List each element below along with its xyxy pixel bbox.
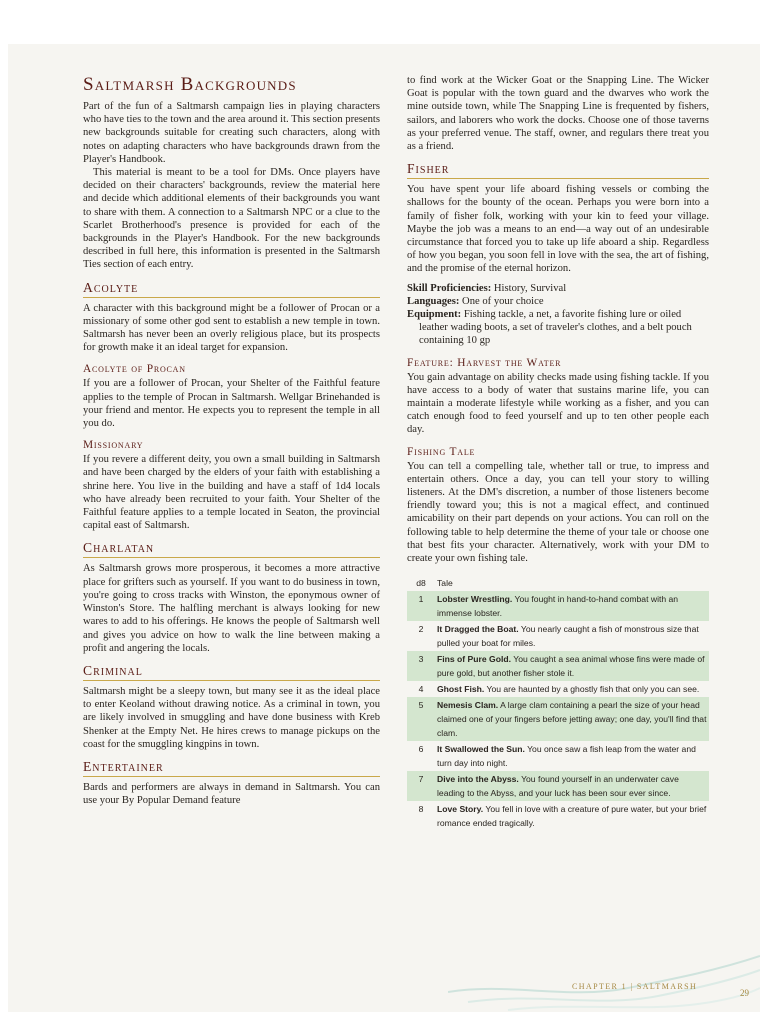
tale-text: You once saw a fish leap from the water and turn day into night. — [437, 744, 696, 769]
table-row — [407, 651, 709, 681]
fishing-tale-table — [407, 575, 709, 831]
equipment-value: Fishing tackle, a net, a favorite fishing lure or oiled leather wading boots, a set of traveler's clothes, and a belt pouch containing 10 gp — [419, 309, 692, 347]
tale-cell — [435, 591, 709, 621]
table-row — [407, 741, 709, 771]
subheading-feature: Feature: Harvest the Water — [407, 356, 562, 369]
subheading-fishing-tale: Fishing Tale — [407, 445, 476, 458]
intro-paragraph: Part of the fun of a Saltmarsh campaign lies in playing characters who have ties to the town and the area around it. This section presents new backgrounds suitable for creating such characters, along with notes on adapting characters who have backgrounds drawn from the Player's Handbook. — [83, 101, 380, 165]
table-row — [407, 591, 709, 621]
tale-name: Ghost Fish. — [437, 684, 485, 695]
feature-text: You gain advantage on ability checks made using fishing tackle. If you have access to a body of water that sustains marine life, you can maintain a moderate lifestyle while working as a fisher, and you can catch enough food to feed yourself and up to ten other people each day. — [407, 371, 709, 436]
section-heading-entertainer: Entertainer — [83, 759, 380, 777]
entertainer-continued-text: to find work at the Wicker Goat or the Snapping Line. The Wicker Goat is popular with the town guard and the dwarves who work the mine outside town, while The Snapping Line is frequented by fishers, sailors, and laborers who work the docks. Choose one of those taverns as your preferred venue. The staff, owner, and regulars there treat you as a friend. — [407, 75, 709, 153]
table-row — [407, 621, 709, 651]
languages-label: Languages: — [407, 295, 460, 307]
entertainer-text: Bards and performers are always in demand in Saltmarsh. You can use your By Popular Demand feature — [83, 781, 380, 807]
tale-cell — [435, 621, 709, 651]
tale-name: Dive into the Abyss. — [437, 774, 519, 785]
tale-name: Nemesis Clam. — [437, 700, 499, 711]
acolyte-text: A character with this background might be a follower of Procan or a missionary of some other god sent to establish a new temple in town. Saltmarsh has never been an overly religious place, but its prospects for growth make it an ideal target for expansion. — [83, 302, 380, 354]
left-column — [83, 74, 380, 807]
table-row — [407, 801, 709, 831]
tale-text: You nearly caught a fish of monstrous size that pulled your boat for miles. — [437, 624, 699, 649]
tale-cell — [435, 801, 709, 831]
roll-number: 3 — [407, 651, 435, 681]
table-header-row — [407, 575, 709, 591]
tale-cell — [435, 697, 709, 741]
tale-text: You caught a sea animal whose fins were made of pure gold, but another fisher stole it. — [437, 654, 705, 679]
section-heading-criminal: Criminal — [83, 663, 380, 681]
subheading-acolyte-of-procan: Acolyte of Procan — [83, 363, 186, 376]
skills-value: History, Survival — [493, 282, 567, 294]
tale-name: Fins of Pure Gold. — [437, 654, 512, 665]
column-header-d8: d8 — [416, 578, 426, 589]
criminal-text: Saltmarsh might be a sleepy town, but many see it as the ideal place to enter Keoland without drawing notice. As a criminal in town, you are likely involved in smuggling and have done business with Kreb Shenker at the Empty Net. He hires crews to manage pickups on the coast for the smuggling kingpins in town. — [83, 685, 380, 750]
right-column — [407, 74, 709, 831]
roll-number: 1 — [407, 591, 435, 621]
intro-paragraph-2: This material is meant to be a tool for DMs. Once players have decided on their characters' backgrounds, review the material here and decide which additional elements of their backgrounds you want to share with them. A connection to a Saltmarsh NPC or a clue to the Scarlet Brotherhood's presence is provided for each of the backgrounds in the Player's Handbook. For the new backgrounds described in full here, this information is presented in the Saltmarsh Ties section of each entry. — [83, 167, 380, 271]
roll-number: 5 — [407, 697, 435, 741]
roll-number: 4 — [418, 684, 424, 695]
tale-cell — [435, 681, 709, 697]
languages — [407, 295, 709, 308]
tale-text: You are haunted by a ghostly fish that only you can see. — [486, 684, 700, 695]
roll-number: 6 — [418, 744, 424, 755]
roll-number: 7 — [407, 771, 435, 801]
tale-text: You fought in hand-to-hand combat with an immense lobster. — [437, 594, 679, 619]
roll-number: 2 — [418, 624, 424, 635]
missionary-text: If you revere a different deity, you own a small building in Saltmarsh and have been charged by the elders of your faith with establishing a shrine here. You live in the building and have a staff of 1d4 locals who have already been recruited to your faith. Your Shelter of the Faithful feature applies to a temple located in Seaton, the provincial capital east of Saltmarsh. — [83, 454, 380, 532]
languages-value: One of your choice — [462, 295, 544, 307]
tale-name: It Swallowed the Sun. — [437, 744, 525, 755]
tale-text: You fell in love with a creature of pure water, but your brief romance ended tragically. — [437, 804, 707, 829]
tale-name: Love Story. — [437, 804, 484, 815]
tale-name: Lobster Wrestling. — [437, 594, 513, 605]
table-row — [407, 681, 709, 697]
tale-text: You found yourself in an underwater cave leading to the Abyss, and your luck has been sour ever since. — [437, 774, 679, 799]
fisher-text: You have spent your life aboard fishing vessels or combing the shallows for the bounty of the ocean. Perhaps you were born into a family of fisher folk, working with your kin to feed your village. Maybe the job was a means to an end—a way out of an undesirable circumstance that forced you to take up life aboard a ship. Regardless of how you began, you soon fell in love with the sea, the art of fishing, and the promise of the eternal horizon. — [407, 184, 709, 275]
subheading-missionary: Missionary — [83, 439, 144, 452]
book-page — [8, 44, 760, 1012]
equipment-label: Equipment: — [407, 309, 462, 321]
acolyte-procan-text: If you are a follower of Procan, your Shelter of the Faithful feature applies to the temple of Procan in Saltmarsh. Wellgar Brinehanded is your friend and mentor. He expects you to represent the temple in all you do. — [83, 378, 380, 430]
column-header-tale: Tale — [437, 578, 453, 589]
tale-cell — [435, 771, 709, 801]
skills-label: Skill Proficiencies: — [407, 282, 492, 294]
tale-cell — [435, 741, 709, 771]
equipment — [407, 308, 709, 348]
section-heading-charlatan: Charlatan — [83, 540, 380, 558]
tale-text: A large clam containing a pearl the size of your head claimed one of your fingers before jetting away; one day, you'll find that clam. — [437, 700, 707, 739]
roll-number: 8 — [418, 804, 424, 815]
fishing-tale-text: You can tell a compelling tale, whether tall or true, to impress and entertain others. Once a day, you can tell your story to willing listeners. At the DM's discretion, a number of those listeners become friendly toward you; this is not a magical effect, and continued amicability on their part depends on your actions. You can roll on the following table to help determine the theme of your tale or choose one that best fits your character. Alternatively, work with your DM to create your own fishing tale. — [407, 460, 709, 565]
tale-cell — [435, 651, 709, 681]
chapter-footer: CHAPTER 1 | SALTMARSH — [572, 982, 698, 991]
table-row — [407, 697, 709, 741]
tale-name: It Dragged the Boat. — [437, 624, 519, 635]
skill-proficiencies — [407, 282, 709, 295]
charlatan-text: As Saltmarsh grows more prosperous, it becomes a more attractive place for grifters such as yourself. If you want to do business in town, you're going to cross tracks with Winston, the eponymous owner of Winston's Store. The halfling merchant is always looking for new wares to add to his offerings. He knows the people of Saltmarsh well and gives you advice on how to walk the line between making a profit and angering the locals. — [83, 563, 380, 654]
page-number: 29 — [740, 988, 749, 998]
table-row — [407, 771, 709, 801]
section-heading-acolyte: Acolyte — [83, 280, 380, 298]
page-title: Saltmarsh Backgrounds — [83, 74, 297, 95]
section-heading-fisher: Fisher — [407, 161, 709, 179]
